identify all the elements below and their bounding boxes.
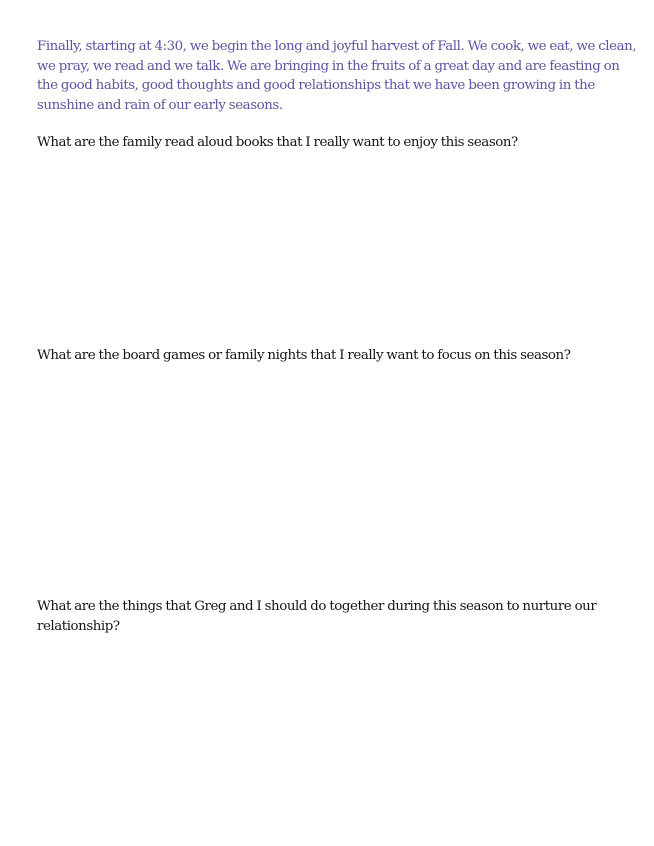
- question-board-games: What are the board games or family nights that I really want to focus on this season?: [37, 348, 571, 363]
- question-relationship: What are the things that Greg and I should do together during this season to nurture our relationship?: [37, 599, 597, 634]
- question-read-aloud-books: What are the family read aloud books that I really want to enjoy this season?: [37, 135, 518, 150]
- intro-paragraph: Finally, starting at 4:30, we begin the long and joyful harvest of Fall. We cook, we eat, we clean, we pray, we read and we talk. We are bringing in the fruits of a great day and are feasting on the good habits, good thoughts and good relationships that we have been growing in the sunshine and rain of our early seasons.: [37, 39, 637, 113]
